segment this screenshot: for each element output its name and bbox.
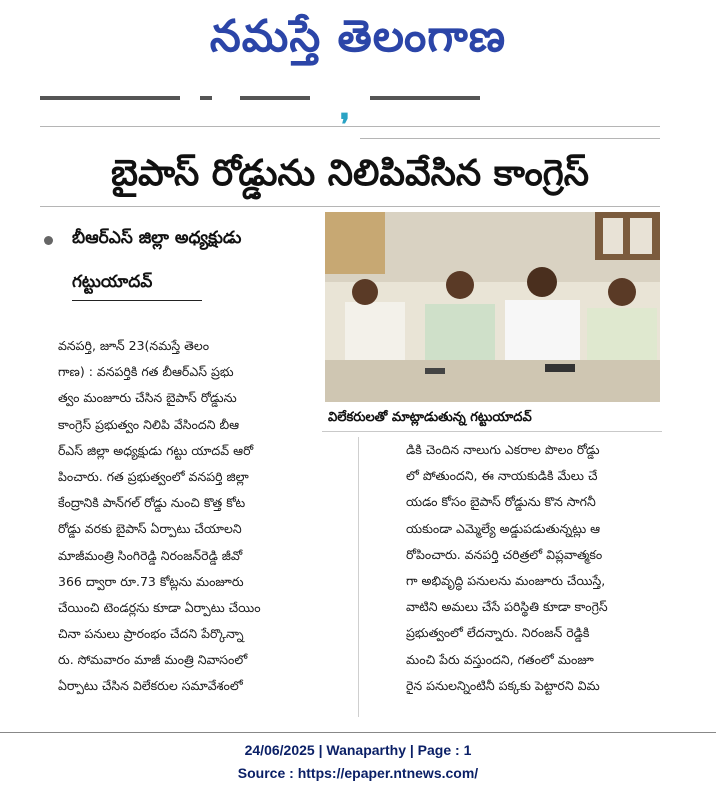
article-line: మాజీమంత్రి సింగిరెడ్డి నిరంజన్‌రెడ్డి జీవో — [58, 547, 243, 563]
dateline-fragment — [240, 96, 310, 100]
footer-rule — [0, 732, 716, 733]
news-photo — [325, 212, 660, 402]
article-line: డికి చెందిన నాలుగు ఎకరాల పొలం రోడ్డు — [406, 442, 600, 457]
footer-source: Source : https://epaper.ntnews.com/ — [237, 765, 479, 781]
article-line: గా అభివృద్ధి పనులను మంజూరు చేయిస్తే, — [406, 572, 606, 588]
dateline-fragment — [370, 96, 480, 100]
article-line: కేంద్రానికి పాన్‌గల్ రోడ్డు నుంచి కొత్త కోట — [58, 495, 246, 511]
photo-caption: విలేకరులతో మాట్లాడుతున్న గట్టుయాదవ్ — [322, 404, 662, 432]
dateline-strip — [40, 94, 500, 106]
column-divider — [358, 437, 359, 717]
footer-dateline: 24/06/2025 | Wanaparthy | Page : 1 — [244, 742, 472, 758]
photo-illustration — [325, 212, 660, 402]
article-line: చేయించి టెండర్లను కూడా ఏర్పాటు చేయిం — [58, 599, 261, 615]
article-line: 366 ద్వారా రూ.73 కోట్లను మంజూరు — [58, 573, 244, 589]
article-line: ప్రభుత్వంలో లేదన్నారు. నిరంజన్ రెడ్డికి — [406, 625, 590, 641]
article-line: వాటిని అమలు చేసే పరిస్థితి కూడా కాంగ్రెస్ — [406, 599, 608, 615]
article-line: ఏర్పాటు చేసిన విలేకరుల సమావేశంలో — [58, 678, 243, 694]
divider-rule — [360, 138, 660, 139]
article-line: యకుండా ఎమ్మెల్యే అడ్డుపడుతున్నట్లు ఆ — [406, 520, 601, 536]
quote-icon: ❜ — [340, 108, 350, 143]
dateline-fragment — [200, 96, 212, 100]
article-line: ర్ఎస్ జిల్లా అధ్యక్షుడు గట్టు యాదవ్ ఆరో — [58, 442, 254, 458]
article-line: యడం కోసం బైపాస్ రోడ్డును కొన సాగనీ — [406, 494, 596, 510]
divider-rule — [40, 206, 660, 207]
article-line: పించారు. గత ప్రభుత్వంలో వనపర్తి జిల్లా — [58, 468, 249, 484]
subhead-line-2: గట్టుయాదవ్ — [72, 272, 153, 292]
article-line: రైన పనులన్నింటినీ పక్కకు పెట్టారని విమ — [406, 677, 600, 693]
article-line: మంచి పేరు వస్తుందని, గతంలో మంజూ — [406, 651, 594, 667]
article-line: రు. సోమవారం మాజీ మంత్రి నివాసంలో — [58, 652, 248, 668]
article-line: రోపించారు. వనపర్తి చరిత్రలో విప్లవాత్మకం — [406, 546, 603, 562]
dateline-fragment — [40, 96, 180, 100]
article-line: లో పోతుందని, ఈ నాయకుడికి మేలు చే — [406, 468, 598, 484]
article-line: చినా పనులు ప్రారంభం చేదని పేర్కొన్నా — [58, 626, 244, 642]
masthead: నమస్తే తెలంగాణ — [209, 11, 507, 62]
headline: బైపాస్ రోడ్డును నిలిపివేసిన కాంగ్రెస్ — [111, 153, 589, 194]
article-line: గాణ) : వనపర్తికి గత బీఆర్ఎస్ ప్రభు — [58, 364, 234, 380]
article-line: రోడ్డు వరకు బైపాస్ ఏర్పాటు చేయాలని — [58, 521, 242, 537]
article-line: వనపర్తి, జూన్ 23(నమస్తే తెలం — [58, 338, 210, 353]
article-line: త్వం మంజూరు చేసిన బైపాస్ రోడ్డును — [58, 390, 237, 406]
bullet-icon — [44, 236, 53, 245]
article-column-right — [406, 437, 668, 699]
article-column-left — [58, 333, 344, 700]
article-line: కాంగ్రెస్ ప్రభుత్వం నిలిపి వేసిందని బీఆ — [58, 416, 240, 432]
subhead-underline — [72, 300, 202, 301]
subhead-line-1: బీఆర్ఎస్ జిల్లా అధ్యక్షుడు — [72, 228, 242, 248]
